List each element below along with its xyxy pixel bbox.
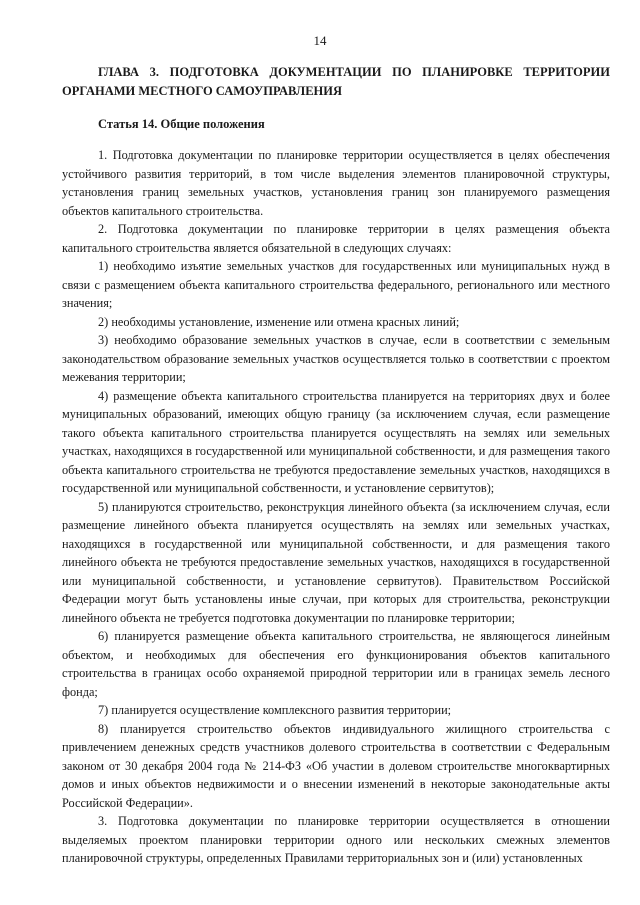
paragraph-1: 1. Подготовка документации по планировке территории осуществляется в целях обеспечения устойчивого развития территорий, в том числе выделения элементов планировочной структуры, установления границ земельных участков, установления границ зон планируемого размещения объектов капитального строительства. (62, 148, 610, 218)
chapter-title: ГЛАВА 3. ПОДГОТОВКА ДОКУМЕНТАЦИИ ПО ПЛАНИРОВКЕ ТЕРРИТОРИИ ОРГАНАМИ МЕСТНОГО САМОУПРАВЛЕНИЯ (62, 65, 610, 98)
list-item-4: 4) размещение объекта капитального строительства планируется на территориях двух и более муниципальных образований, имеющих общую границу (за исключением случая, если размещение такого объекта капитального строительства планируется осуществлять на землях или земельных участках, находящихся в государственной или муниципальной собственности, и для размещения такого объекта капитального строительства не требуются предоставление земельных участков, находящихся в государственной или муниципальной собственности, и установление сервитутов); (62, 388, 610, 495)
list-item-5: 5) планируются строительство, реконструкция линейного объекта (за исключением случая, если размещение линейного объекта планируется осуществлять на землях или земельных участках, находящихся в государственной или муниципальной собственности, и для размещения такого линейного объекта не требуются предоставление земельных участков, находящихся в государственной или муниципальной собственности, и установление сервитутов). Правительством Российской Федерации могут быть установлены иные случаи, при которых для строительства, реконструкции линейного объекта не требуется подготовка документации по планировке территории; (62, 499, 610, 625)
list-item-1: 1) необходимо изъятие земельных участков для государственных или муниципальных нужд в связи с размещением объекта капитального строительства федерального, регионального или местного значения; (62, 259, 610, 310)
list-item-6: 6) планируется размещение объекта капитального строительства, не являющегося линейным объектом, и необходимых для обеспечения его функционирования объектов капитального строительства в границах особо охраняемой природной территории или в границах земель лесного фонда; (62, 629, 610, 699)
document-body (62, 63, 610, 868)
page-number: 14 (313, 33, 327, 48)
paragraph-2: 2. Подготовка документации по планировке территории в целях размещения объекта капитального строительства является обязательной в следующих случаях: (62, 222, 610, 255)
article-title: Статья 14. Общие положения (98, 117, 265, 131)
list-item-8: 8) планируется строительство объектов индивидуального жилищного строительства с привлечением денежных средств участников долевого строительства в соответствии с Федеральным законом от 30 декабря 2004 года № 214-ФЗ «Об участии в долевом строительстве многоквартирных домов и иных объектов недвижимости и о внесении изменений в некоторые законодательные акты Российской Федерации». (62, 721, 610, 810)
list-item-3: 3) необходимо образование земельных участков в случае, если в соответствии с земельным законодательством образование земельных участков осуществляется только в соответствии с проектом межевания территории; (62, 333, 610, 384)
paragraph-3: 3. Подготовка документации по планировке территории осуществляется в отношении выделяемых проектом планировки территории одного или нескольких смежных элементов планировочной структуры, определенных Правилами территориальных зон и (или) установленных (62, 814, 610, 865)
list-item-2: 2) необходимы установление, изменение или отмена красных линий; (98, 314, 460, 329)
list-item-7: 7) планируется осуществление комплексного развития территории; (98, 703, 452, 717)
